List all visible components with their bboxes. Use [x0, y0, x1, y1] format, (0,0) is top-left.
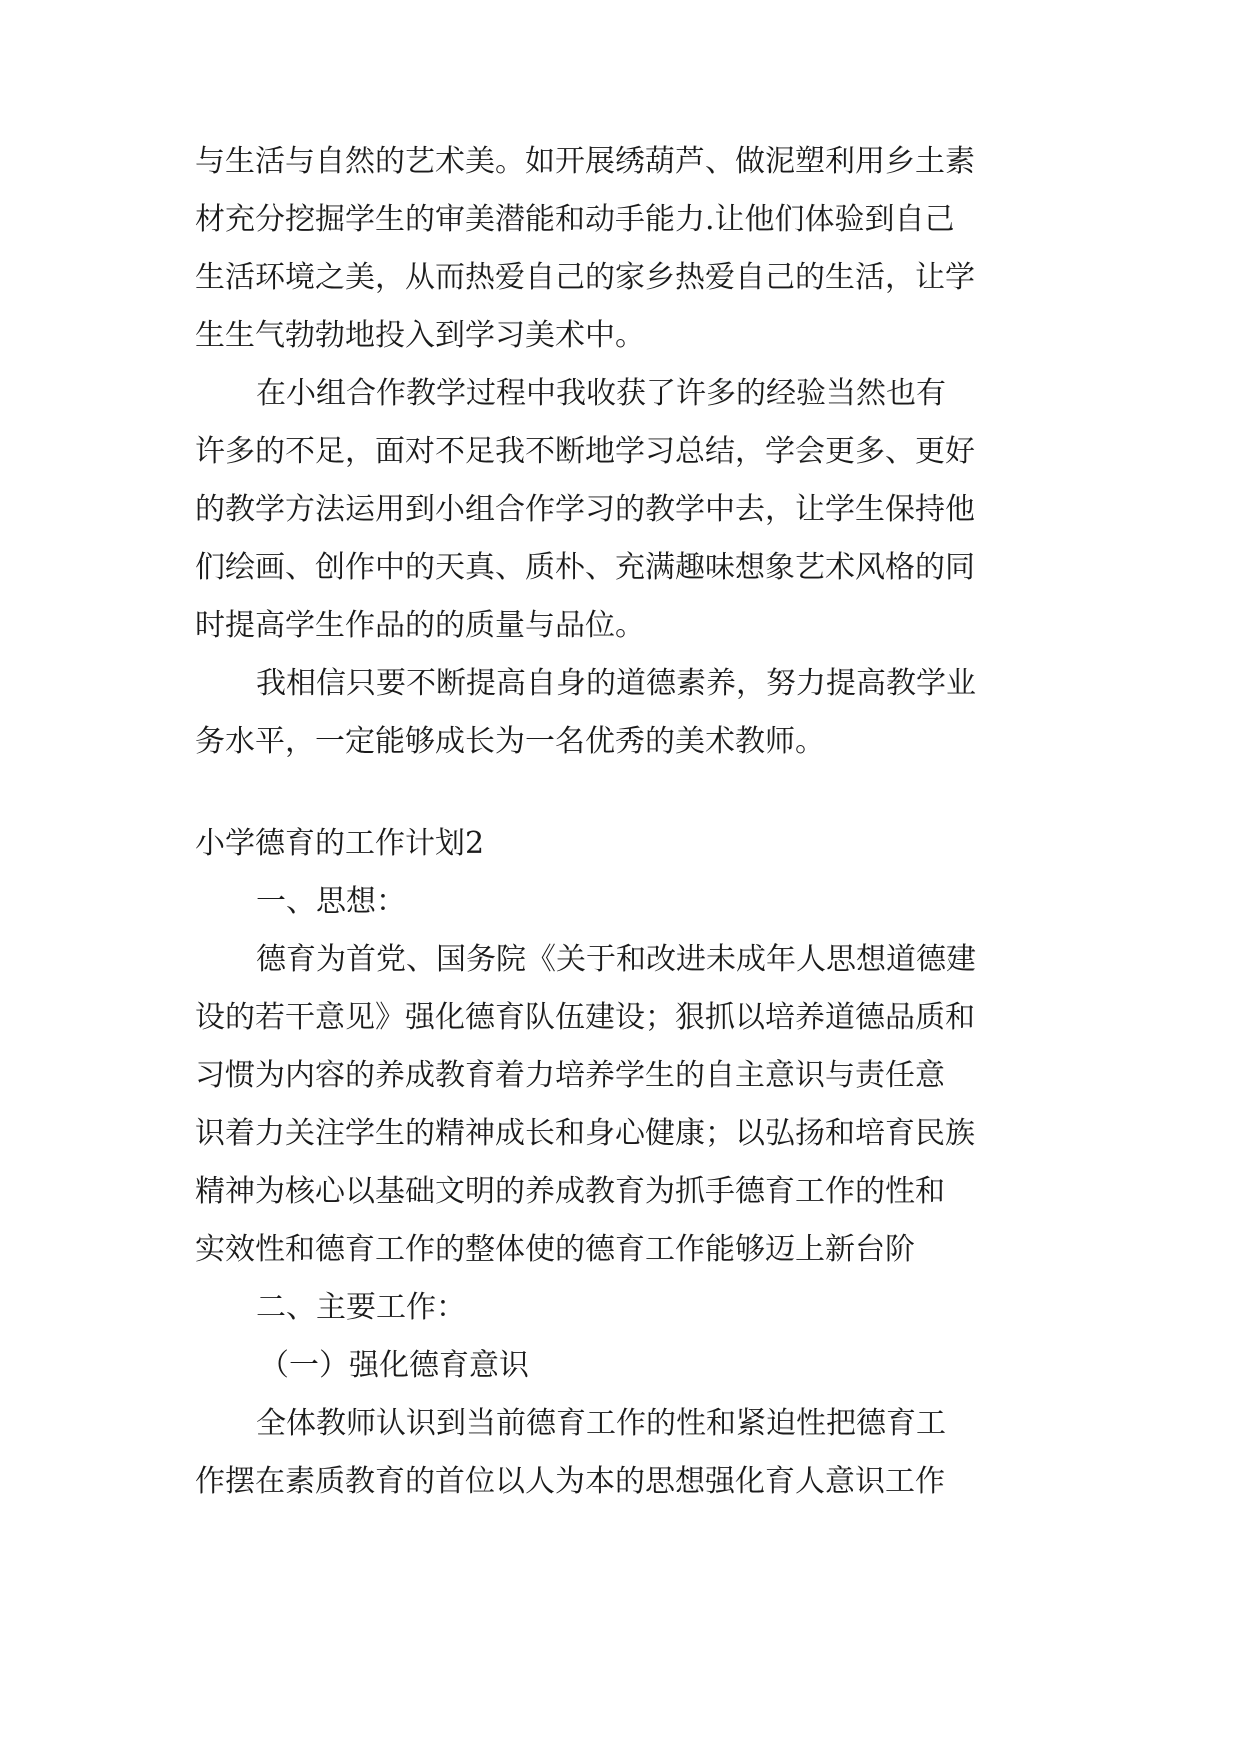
subsection-heading: （一）强化德育意识	[259, 1348, 529, 1383]
text-line: 务水平，一定能够成长为一名优秀的美术教师。	[195, 724, 825, 759]
text-line: 生活环境之美，从而热爱自己的家乡热爱自己的生活，让学	[195, 260, 975, 295]
section-heading: 一、思想：	[256, 884, 406, 919]
text-line: 实效性和德育工作的整体使的德育工作能够迈上新台阶	[195, 1232, 915, 1267]
text-line: 德育为首党、国务院《关于和改进未成年人思想道德建	[256, 942, 976, 977]
text-line: 们绘画、创作中的天真、质朴、充满趣味想象艺术风格的同	[195, 550, 975, 585]
text-line: 精神为核心以基础文明的养成教育为抓手德育工作的性和	[195, 1174, 945, 1209]
text-line: 生生气勃勃地投入到学习美术中。	[195, 318, 645, 353]
text-line: 在小组合作教学过程中我收获了许多的经验当然也有	[256, 376, 946, 411]
text-line: 我相信只要不断提高自身的道德素养，努力提高教学业	[256, 666, 976, 701]
text-line: 的教学方法运用到小组合作学习的教学中去，让学生保持他	[195, 492, 975, 527]
section-title: 小学德育的工作计划2	[195, 826, 485, 861]
text-line: 全体教师认识到当前德育工作的性和紧迫性把德育工	[256, 1406, 946, 1441]
text-line: 时提高学生作品的的质量与品位。	[195, 608, 645, 643]
text-line: 许多的不足，面对不足我不断地学习总结，学会更多、更好	[195, 434, 975, 469]
text-line: 与生活与自然的艺术美。如开展绣葫芦、做泥塑利用乡土素	[195, 144, 975, 179]
section-heading: 二、主要工作：	[256, 1290, 466, 1325]
text-line: 习惯为内容的养成教育着力培养学生的自主意识与责任意	[195, 1058, 945, 1093]
text-line: 材充分挖掘学生的审美潜能和动手能力.让他们体验到自己	[195, 202, 955, 237]
text-line: 识着力关注学生的精神成长和身心健康；以弘扬和培育民族	[195, 1116, 975, 1151]
text-line: 设的若干意见》强化德育队伍建设；狠抓以培养道德品质和	[195, 1000, 975, 1035]
text-line: 作摆在素质教育的首位以人为本的思想强化育人意识工作	[195, 1464, 945, 1499]
